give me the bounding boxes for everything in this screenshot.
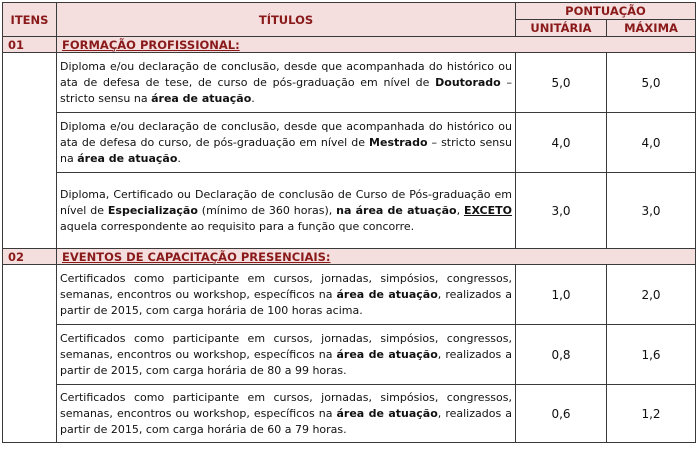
description-text: Diploma e/ou declaração de conclusão, desde que acompanhada do histórico ou ata de defesa do curso, de pós-graduação em nível de — [60, 120, 512, 149]
bold-text — [464, 204, 512, 217]
description-text: (mínimo de 360 horas), — [197, 204, 337, 217]
table-row — [3, 265, 696, 325]
section-title: EVENTOS DE CAPACITAÇÃO PRESENCIAIS: — [57, 249, 696, 265]
table-row — [3, 113, 696, 173]
description-text: Certificados como participante em cursos, jornadas, simpósios, congressos, semanas, encontros ou workshop, específicos na — [60, 391, 512, 420]
header-pontuacao: PONTUAÇÃO — [516, 3, 696, 20]
table-body — [3, 37, 696, 443]
table-row — [3, 173, 696, 249]
row-description — [57, 113, 516, 173]
description-text: Certificados como participante em cursos, jornadas, simpósios, congressos, semanas, encontros ou workshop, específicos na — [60, 332, 512, 361]
header-titulos: TÍTULOS — [57, 3, 516, 37]
header-maxima: MÁXIMA — [607, 20, 696, 37]
bold-text: área de atuação — [77, 152, 178, 165]
table-row — [3, 385, 696, 443]
description-text: Diploma, Certificado ou Declaração de conclusão de Curso de Pós-graduação em nível de — [60, 188, 512, 217]
description-text: Certificados como participante em cursos, jornadas, simpósios, congressos, semanas, encontros ou workshop, específicos na — [60, 272, 512, 301]
row-maxima: 4,0 — [607, 113, 696, 173]
header-unitaria: UNITÁRIA — [516, 20, 607, 37]
description-text: , realizados a partir de 2015, com carga horária de 80 a 99 horas. — [60, 348, 512, 377]
description-text: – stricto sensu na — [60, 136, 512, 165]
description-text: – stricto sensu na — [60, 76, 512, 105]
section-header-row — [3, 249, 696, 265]
row-unitaria: 1,0 — [516, 265, 607, 325]
row-unitaria: 5,0 — [516, 53, 607, 113]
description-text: , — [456, 204, 464, 217]
table-row — [3, 325, 696, 385]
section-header-row — [3, 37, 696, 53]
description-text: , realizados a partir de 2015, com carga horária de 100 horas acima. — [60, 288, 512, 317]
description-text: . — [251, 92, 255, 105]
row-unitaria: 4,0 — [516, 113, 607, 173]
row-maxima: 1,6 — [607, 325, 696, 385]
bold-text: na área de atuação — [336, 204, 457, 217]
bold-text: área de atuação — [336, 348, 438, 361]
row-description — [57, 325, 516, 385]
bold-text: área de atuação — [151, 92, 252, 105]
bold-text: Mestrado — [369, 136, 428, 149]
header-itens: ITENS — [3, 3, 57, 37]
section-number: 01 — [3, 37, 57, 53]
row-unitaria: 0,8 — [516, 325, 607, 385]
row-unitaria: 0,6 — [516, 385, 607, 443]
emphasis-text: EXCETO — [463, 204, 512, 217]
scoring-table-container — [2, 2, 695, 443]
section-title: FORMAÇÃO PROFISSIONAL: — [57, 37, 696, 53]
row-description — [57, 265, 516, 325]
description-text: Diploma e/ou declaração de conclusão, desde que acompanhada do histórico ou ata de defesa de tese, de curso de pós-graduação em nível de — [60, 60, 512, 89]
description-text: . — [177, 152, 181, 165]
row-maxima: 5,0 — [607, 53, 696, 113]
row-description — [57, 53, 516, 113]
table-row — [3, 53, 696, 113]
scoring-table — [2, 2, 696, 443]
item-cell — [3, 53, 57, 249]
section-number: 02 — [3, 249, 57, 265]
description-text: , realizados a partir de 2015, com carga horária de 60 a 79 horas. — [60, 407, 512, 436]
bold-text: área de atuação — [336, 407, 438, 420]
bold-text: Doutorado — [435, 76, 501, 89]
description-text: aquela correspondente ao requisito para a função que concorre. — [60, 220, 415, 233]
row-unitaria: 3,0 — [516, 173, 607, 249]
bold-text: área de atuação — [336, 288, 438, 301]
row-maxima: 1,2 — [607, 385, 696, 443]
row-maxima: 3,0 — [607, 173, 696, 249]
row-maxima: 2,0 — [607, 265, 696, 325]
item-cell — [3, 265, 57, 443]
row-description — [57, 173, 516, 249]
bold-text: Especialização — [107, 204, 198, 217]
row-description — [57, 385, 516, 443]
